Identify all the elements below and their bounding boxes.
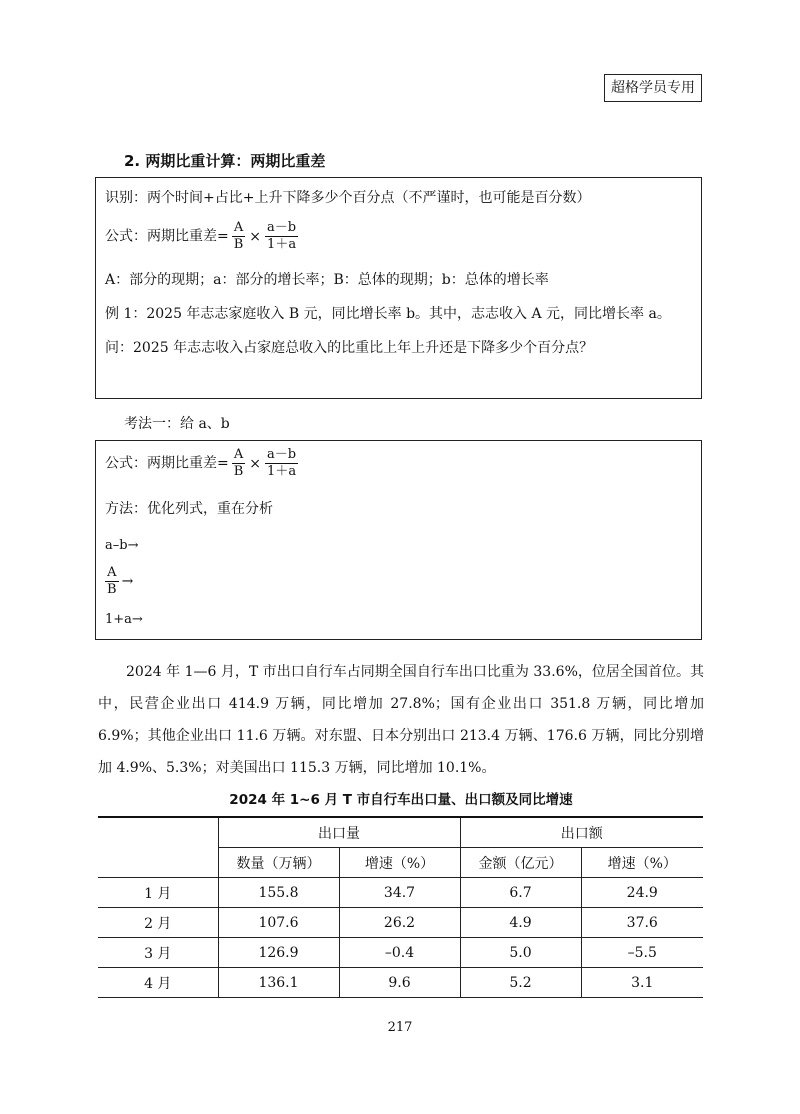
example-line: 例 1：2025 年志志家庭收入 B 元，同比增长率 b。其中，志志收入 A 元，同比增长率 a。 bbox=[105, 306, 671, 322]
column-header: 增速（%） bbox=[581, 848, 703, 878]
table-row bbox=[98, 968, 703, 998]
row-label: 3 月 bbox=[98, 938, 218, 968]
fraction-growth bbox=[265, 220, 298, 253]
fraction-denominator: B bbox=[107, 582, 117, 597]
fraction-numerator: A bbox=[232, 447, 246, 464]
method-title: 考法一：给 a、b bbox=[124, 416, 230, 432]
table-cell: 26.2 bbox=[339, 908, 460, 938]
identification-box bbox=[95, 177, 702, 399]
identification-line: 识别：两个时间+占比+上升下降多少个百分点（不严谨时，也可能是百分数） bbox=[105, 190, 591, 206]
fraction-growth bbox=[265, 447, 298, 480]
table-row bbox=[98, 878, 703, 908]
column-header: 数量（万辆） bbox=[218, 848, 339, 878]
column-header: 增速（%） bbox=[339, 848, 460, 878]
export-data-table bbox=[98, 816, 703, 998]
item-a-minus-b: a–b→ bbox=[105, 538, 139, 553]
item-one-plus-a: 1+a→ bbox=[105, 612, 143, 627]
fraction-a-over-b bbox=[232, 220, 246, 253]
table-cell: 3.1 bbox=[581, 968, 703, 998]
formula-label: 公式：两期比重差= bbox=[105, 228, 229, 245]
table-cell: –5.5 bbox=[581, 938, 703, 968]
table-cell: 37.6 bbox=[581, 908, 703, 938]
item-a-over-b bbox=[105, 565, 133, 598]
fraction-numerator: a－b bbox=[267, 220, 297, 235]
times-sign: × bbox=[249, 455, 262, 472]
corner-cell bbox=[98, 817, 218, 878]
table-cell: 34.7 bbox=[339, 878, 460, 908]
formula-label: 公式：两期比重差= bbox=[105, 455, 229, 472]
row-label: 4 月 bbox=[98, 968, 218, 998]
method-line: 方法：优化列式，重在分析 bbox=[105, 501, 273, 517]
formula-line bbox=[105, 447, 301, 480]
fraction-a-over-b bbox=[105, 565, 119, 598]
fraction-a-over-b bbox=[232, 447, 246, 480]
table-header-row bbox=[98, 817, 703, 848]
table-cell: 4.9 bbox=[460, 908, 581, 938]
table-cell: 5.2 bbox=[460, 968, 581, 998]
fraction-denominator: 1＋a bbox=[267, 237, 297, 252]
fraction-numerator: A bbox=[105, 565, 119, 582]
table-cell: 136.1 bbox=[218, 968, 339, 998]
method-box bbox=[95, 440, 702, 640]
group-header-export-value: 出口额 bbox=[460, 817, 703, 848]
table-cell: 24.9 bbox=[581, 878, 703, 908]
student-only-tag: 超格学员专用 bbox=[604, 74, 702, 102]
table-cell: 126.9 bbox=[218, 938, 339, 968]
material-paragraph: 2024 年 1—6 月，T 市出口自行车占同期全国自行车出口比重为 33.6%，位居全国首位。其中，民营企业出口 414.9 万辆，同比增加 27.8%；国有企业出口 351.8 万辆，同比增加 6.9%；其他企业出口 11.6 万辆。对东盟、日本分别出口 213.4 万辆、176.6 万辆，同比分别增加 4.9%、5.3%；对美国出口 115.3 万辆，同比增加 10.1%。 bbox=[98, 664, 704, 776]
row-label: 2 月 bbox=[98, 908, 218, 938]
table-cell: 107.6 bbox=[218, 908, 339, 938]
table-caption: 2024 年 1~6 月 T 市自行车出口量、出口额及同比增速 bbox=[229, 792, 573, 808]
formula-line bbox=[105, 220, 301, 253]
fraction-denominator: 1＋a bbox=[267, 464, 297, 479]
fraction-denominator: B bbox=[233, 464, 244, 479]
table-cell: 5.0 bbox=[460, 938, 581, 968]
table-cell: 9.6 bbox=[339, 968, 460, 998]
group-header-export-volume: 出口量 bbox=[218, 817, 460, 848]
question-line: 问：2025 年志志收入占家庭总收入的比重比上年上升还是下降多少个百分点？ bbox=[105, 340, 594, 356]
column-header: 金额（亿元） bbox=[460, 848, 581, 878]
fraction-denominator: B bbox=[233, 237, 244, 252]
variable-definitions: A：部分的现期；a：部分的增长率；B：总体的现期；b：总体的增长率 bbox=[105, 272, 549, 288]
fraction-numerator: A bbox=[232, 220, 246, 237]
table-row bbox=[98, 908, 703, 938]
times-sign: × bbox=[249, 228, 262, 245]
table-cell: –0.4 bbox=[339, 938, 460, 968]
table-cell: 155.8 bbox=[218, 878, 339, 908]
table-cell: 6.7 bbox=[460, 878, 581, 908]
fraction-numerator: a－b bbox=[267, 447, 297, 462]
row-label: 1 月 bbox=[98, 878, 218, 908]
table-row bbox=[98, 938, 703, 968]
section-title: 2. 两期比重计算：两期比重差 bbox=[124, 152, 326, 170]
arrow-icon: → bbox=[121, 573, 134, 590]
page-number: 217 bbox=[387, 1020, 413, 1035]
